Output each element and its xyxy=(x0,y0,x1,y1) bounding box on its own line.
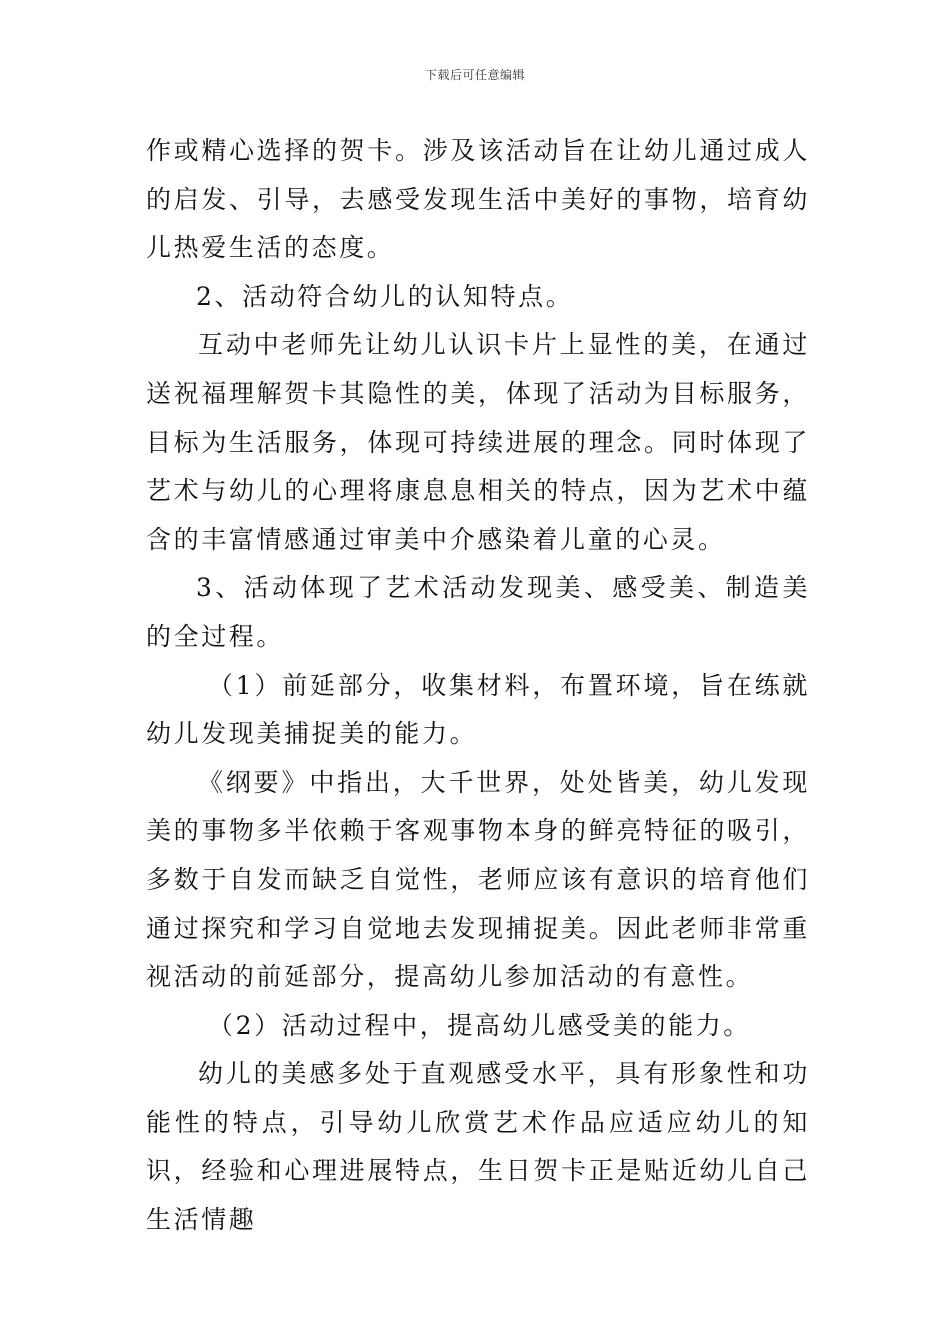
paragraph-7-subheading: （2）活动过程中，提高幼儿感受美的能力。 xyxy=(208,1010,751,1040)
paragraph-6: 《纲要》中指出，大千世界，处处皆美，幼儿发现美的事物多半依赖于客观事物本身的鲜亮特征的吸引，多数于自发而缺乏自觉性，老师应该有意识的培育他们通过探究和学习自觉地去发现捕捉美。因此老师非常重视活动的前延部分，提高幼儿参加活动的有意性。 xyxy=(146,767,810,992)
paragraph-1: 作或精心选择的贺卡。涉及该活动旨在让幼儿通过成人的启发、引导，去感受发现生活中美好的事物，培育幼儿热爱生活的态度。 xyxy=(146,136,810,263)
paragraph-4-heading: 3、活动体现了艺术活动发现美、感受美、制造美的全过程。 xyxy=(146,573,810,651)
paragraph-2-heading: 2、活动符合幼儿的认知特点。 xyxy=(196,281,574,311)
paragraph-8: 幼儿的美感多处于直观感受水平，具有形象性和功能性的特点，引导幼儿欣赏艺术作品应适应幼儿的知识，经验和心理进展特点，生日贺卡正是贴近幼儿自己生活情趣 xyxy=(146,1059,810,1235)
paragraph-5-subheading: （1）前延部分，收集材料，布置环境，旨在练就幼儿发现美捕捉美的能力。 xyxy=(146,670,810,749)
document-body xyxy=(146,127,810,1245)
paragraph-3: 互动中老师先让幼儿认识卡片上显性的美，在通过送祝福理解贺卡其隐性的美，体现了活动为目标服务，目标为生活服务，体现可持续进展的理念。同时体现了艺术与幼儿的心理将康息息相关的特点，因为艺术中蕴含的丰富情感通过审美中介感染着儿童的心灵。 xyxy=(146,330,810,554)
page-header-note: 下载后可任意编辑 xyxy=(424,68,525,82)
